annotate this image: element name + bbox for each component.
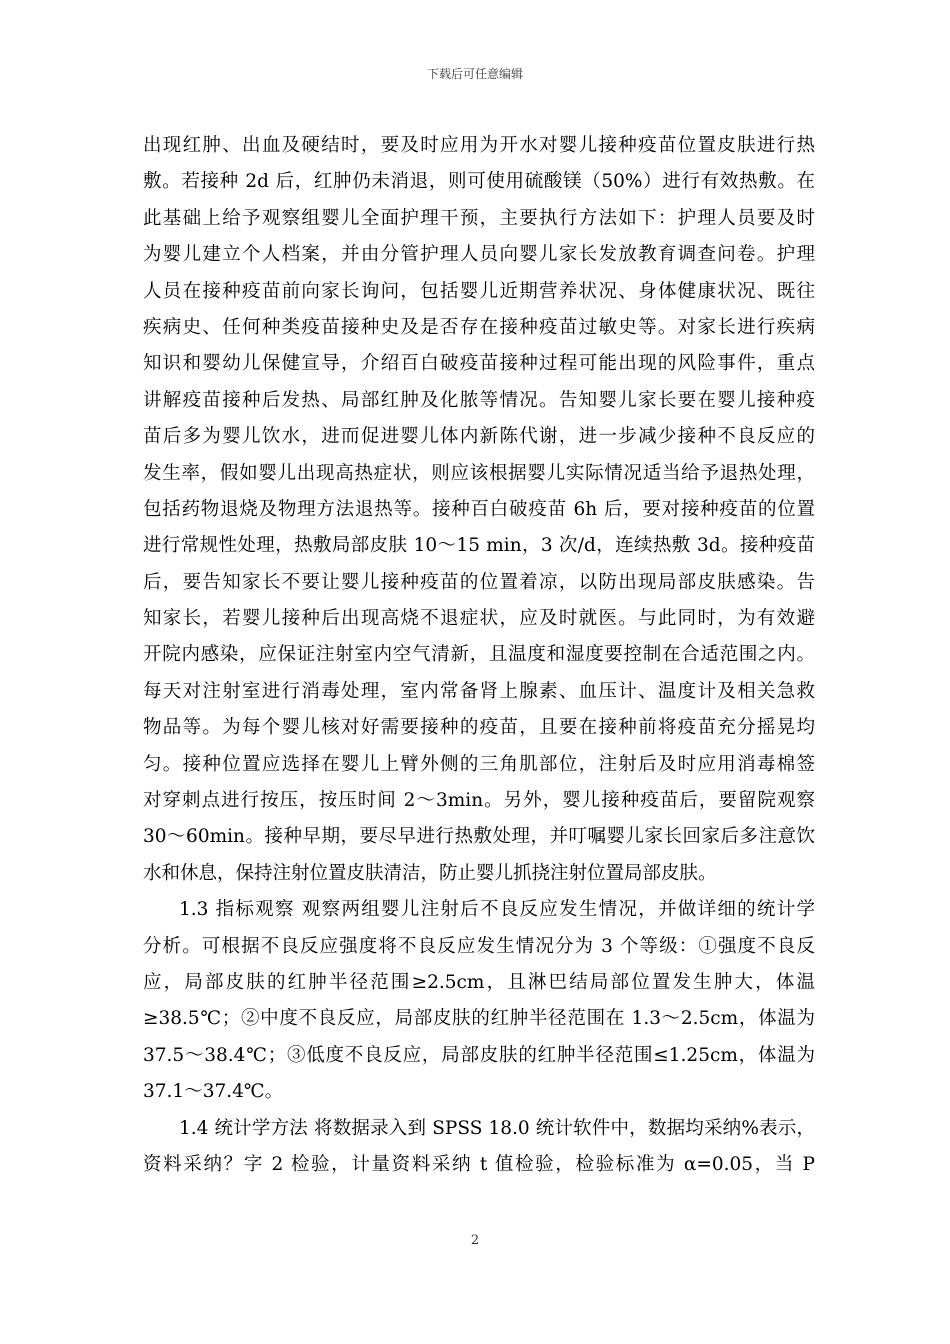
text-line: 1.4 统计学方法 将数据录入到 SPSS 18.0 统计软件中，数据均采纳%表示， xyxy=(179,1117,815,1139)
text-line: 苗后多为婴儿饮水，进而促进婴儿体内新陈代谢，进一步减少接种不良反应的 xyxy=(143,426,815,448)
text-line: 人员在接种疫苗前向家长询问，包括婴儿近期营养状况、身体健康状况、既往 xyxy=(143,280,815,302)
text-line: 此基础上给予观察组婴儿全面护理干预，主要执行方法如下：护理人员要及时 xyxy=(143,207,815,229)
text-line: 发生率，假如婴儿出现高热症状，则应该根据婴儿实际情况适当给予退热处理， xyxy=(143,462,815,484)
text-line: 资料采纳？字 2 检验，计量资料采纳 t 值检验，检验标准为 α=0.05，当 P xyxy=(143,1153,815,1175)
text-line: 进行常规性处理，热敷局部皮肤 10～15 min，3 次/d，连续热敷 3d。接种疫苗 xyxy=(143,535,815,557)
text-line: 讲解疫苗接种后发热、局部红肿及化脓等情况。告知婴儿家长要在婴儿接种疫 xyxy=(143,389,815,411)
text-line: 包括药物退烧及物理方法退热等。接种百白破疫苗 6h 后，要对接种疫苗的位置 xyxy=(143,498,815,520)
paragraph-section-1-4 xyxy=(143,1111,815,1184)
text-line: 应，局部皮肤的红肿半径范围≥2.5cm，且淋巴结局部位置发生肿大，体温 xyxy=(143,971,815,993)
page-header: 下载后可任意编辑 xyxy=(426,67,523,81)
text-line: ≥38.5℃；②中度不良反应，局部皮肤的红肿半径范围在 1.3～2.5cm，体温为 xyxy=(143,1008,815,1030)
text-line: 分析。可根据不良反应强度将不良反应发生情况分为 3 个等级：①强度不良反 xyxy=(143,935,815,957)
text-line: 37.1～37.4℃。 xyxy=(143,1081,284,1103)
paragraph-section-1-3 xyxy=(143,892,815,1110)
text-line: 物品等。为每个婴儿核对好需要接种的疫苗，且要在接种前将疫苗充分摇晃均 xyxy=(143,717,815,739)
text-line: 为婴儿建立个人档案，并由分管护理人员向婴儿家长发放教育调查问卷。护理 xyxy=(143,244,815,266)
text-line: 敷。若接种 2d 后，红肿仍未消退，则可使用硫酸镁（50%）进行有效热敷。在 xyxy=(143,171,815,193)
text-line: 后，要告知家长不要让婴儿接种疫苗的位置着凉，以防出现局部皮肤感染。告 xyxy=(143,571,815,593)
text-line: 每天对注射室进行消毒处理，室内常备肾上腺素、血压计、温度计及相关急救 xyxy=(143,680,815,702)
text-line: 知识和婴幼儿保健宣导，介绍百白破疫苗接种过程可能出现的风险事件，重点 xyxy=(143,353,815,375)
text-line: 匀。接种位置应选择在婴儿上臂外侧的三角肌部位，注射后及时应用消毒棉签 xyxy=(143,753,815,775)
text-line: 水和休息，保持注射位置皮肤清洁，防止婴儿抓挠注射位置局部皮肤。 xyxy=(143,862,717,884)
text-line: 开院内感染，应保证注射室内空气清新，且温度和湿度要控制在合适范围之内。 xyxy=(143,644,815,666)
text-line: 疾病史、任何种类疫苗接种史及是否存在接种疫苗过敏史等。对家长进行疾病 xyxy=(143,316,815,338)
text-line: 出现红肿、出血及硬结时，要及时应用为开水对婴儿接种疫苗位置皮肤进行热 xyxy=(143,135,815,156)
text-line: 知家长，若婴儿接种后出现高烧不退症状，应及时就医。与此同时，为有效避 xyxy=(143,608,815,630)
text-line: 37.5～38.4℃；③低度不良反应，局部皮肤的红肿半径范围≤1.25cm，体温为 xyxy=(143,1044,815,1066)
text-line: 1.3 指标观察 观察两组婴儿注射后不良反应发生情况，并做详细的统计学 xyxy=(179,899,815,921)
document-body xyxy=(143,128,815,1183)
page-number: 2 xyxy=(470,1233,480,1248)
text-line: 30～60min。接种早期，要尽早进行热敷处理，并叮嘱婴儿家长回家后多注意饮 xyxy=(143,826,815,848)
paragraph-nursing-method xyxy=(143,128,815,892)
text-line: 对穿刺点进行按压，按压时间 2～3min。另外，婴儿接种疫苗后，要留院观察 xyxy=(143,790,815,812)
